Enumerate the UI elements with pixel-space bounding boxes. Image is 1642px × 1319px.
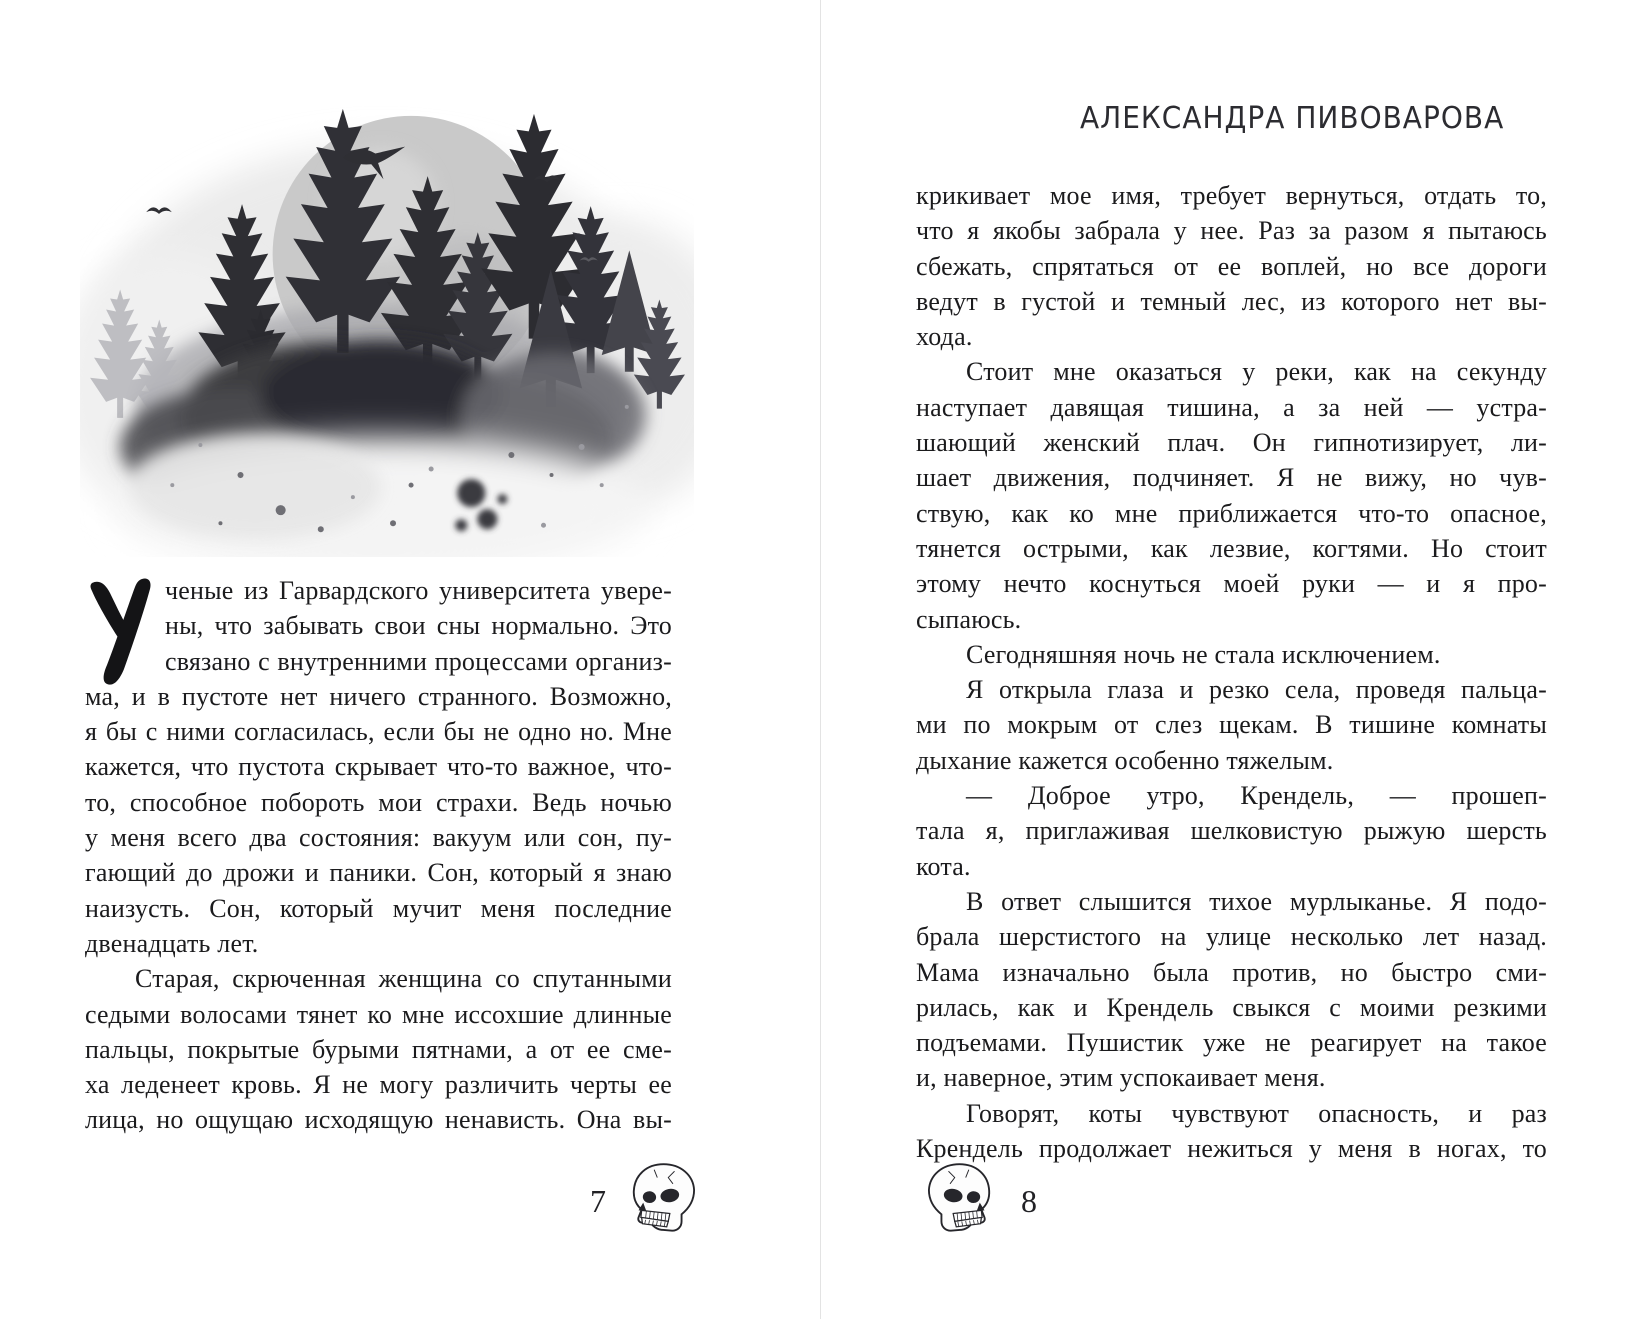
text-line: дыхание кажется особенно тяжелым.: [916, 745, 1334, 775]
text-line: лица, но ощущаю исходящую ненависть. Она вы-: [85, 1105, 672, 1135]
right-page-footer: [925, 1158, 1037, 1244]
text-line: то, способное побороть мои страхи. Ведь ночью: [85, 787, 672, 817]
forest-illustration: [80, 52, 694, 557]
text-line: рилась, как и Крендель свыкся с моими резкими: [916, 992, 1547, 1022]
text-line: наизусть. Сон, который мучит меня последние: [85, 893, 672, 923]
text-line: — Доброе утро, Крендель, — прошеп-: [966, 781, 1547, 811]
text-line: этому нечто коснуться моей руки — и я про-: [916, 569, 1547, 599]
text-line: шает движения, подчиняет. Я не вижу, но чув-: [916, 463, 1547, 493]
page-gutter-divider: [820, 0, 821, 1319]
text-line: Говорят, коты чувствуют опасность, и раз: [966, 1098, 1547, 1128]
left-page-text-column: [85, 573, 672, 1138]
text-line: хода.: [916, 322, 973, 352]
text-line: сыпаюсь.: [916, 604, 1022, 634]
drop-cap-letter-u: [83, 577, 155, 689]
text-line: тала я, приглаживая шелковистую рыжую шерсть: [916, 816, 1547, 846]
text-line: шающий женский плач. Он гипнотизирует, ли-: [916, 428, 1547, 458]
text-line: двенадцать лет.: [85, 928, 259, 958]
text-line: ны, что забывать свои сны нормально. Это: [165, 611, 672, 641]
text-line: брала шерстистого на улице несколько лет назад.: [916, 922, 1547, 952]
text-line: крикивает мое имя, требует вернуться, отдать то,: [916, 181, 1547, 210]
text-line: ми по мокрым от слез щекам. В тишине комнаты: [916, 710, 1547, 740]
text-line: В ответ слышится тихое мурлыканье. Я подо-: [966, 886, 1547, 916]
text-line: связано с внутренними процессами организ-: [165, 646, 672, 676]
text-line: и, наверное, этим успокаивает меня.: [916, 1063, 1326, 1093]
text-line: Крендель продолжает нежиться у меня в ногах, то: [916, 1134, 1547, 1164]
text-line: Я открыла глаза и резко села, проведя пальца-: [966, 675, 1547, 705]
text-line: ма, и в пустоте нет ничего странного. Возможно,: [85, 681, 672, 711]
text-line: Сегодняшняя ночь не стала исключением.: [966, 639, 1441, 669]
text-line: ха леденеет кровь. Я не могу различить черты ее: [85, 1070, 672, 1100]
text-line: ченые из Гарвардского университета увере-: [165, 576, 672, 605]
text-line: сбежать, спрятаться от ее воплей, но все дороги: [916, 251, 1547, 281]
text-line: у меня всего два состояния: вакуум или сон, пу-: [85, 823, 672, 853]
text-line: тянется острыми, как лезвие, когтями. Но стоит: [916, 533, 1547, 563]
text-line: кажется, что пустота скрывает что-то важное, что-: [85, 752, 672, 782]
page-number: 7: [590, 1182, 606, 1219]
left-page-footer: [590, 1158, 698, 1244]
page-number: 8: [1021, 1182, 1037, 1219]
skull-icon: [626, 1158, 698, 1244]
text-line: кота.: [916, 851, 971, 881]
text-line: я бы с ними согласилась, если бы не одно но. Мне: [85, 717, 672, 747]
text-line: пальцы, покрытые бурыми пятнами, а от ее сме-: [85, 1034, 672, 1064]
text-line: подъемами. Пушистик уже не реагирует на такое: [916, 1028, 1547, 1058]
skull-icon: [925, 1158, 997, 1244]
text-line: Стоит мне оказаться у реки, как на секунду: [966, 357, 1547, 387]
right-page-text-column: [916, 178, 1547, 1166]
text-line: наступает давящая тишина, а за ней — устра-: [916, 392, 1547, 422]
text-line: что я якобы забрала у нее. Раз за разом я пытаюсь: [916, 216, 1547, 246]
running-header-author: АЛЕКСАНДРА ПИВОВАРОВА: [1080, 100, 1505, 136]
text-line: ствую, как ко мне приближается что-то опасное,: [916, 498, 1547, 528]
text-line: ведут в густой и темный лес, из которого нет вы-: [916, 286, 1547, 316]
text-line: седыми волосами тянет ко мне иссохшие длинные: [85, 999, 672, 1029]
text-line: Старая, скрюченная женщина со спутанными: [135, 964, 672, 994]
text-line: гающий до дрожи и паники. Сон, который я знаю: [85, 858, 672, 888]
text-line: Мама изначально была против, но быстро сми-: [916, 957, 1547, 987]
